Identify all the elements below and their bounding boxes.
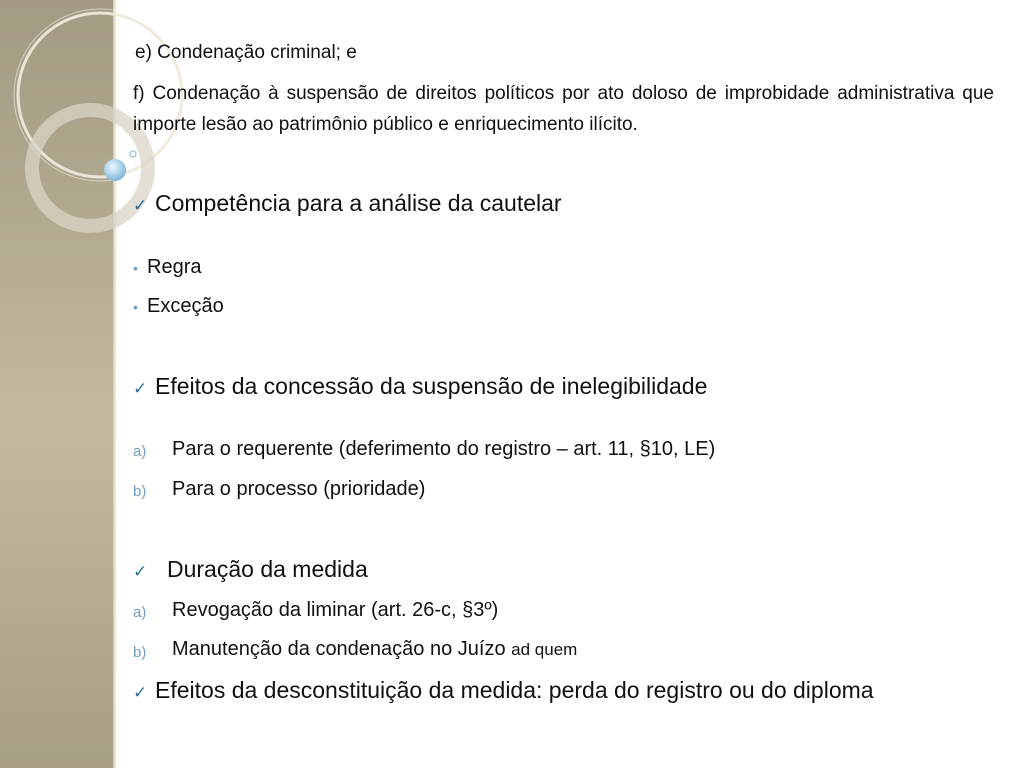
list-marker-b: b) [133, 644, 147, 661]
list-item-revogacao: Revogação da liminar (art. 26-c, §3º) [172, 599, 499, 621]
section-duracao [133, 556, 368, 583]
list-item-excecao [133, 295, 224, 318]
list-item-manutencao [172, 638, 577, 661]
list-marker-a: a) [133, 604, 147, 621]
item-f-paragraph: f) Condenação à suspensão de direitos políticos por ato doloso de improbidade administrativa que importe lesão ao patrimônio público e enriquecimento ilícito. [133, 83, 994, 135]
section-heading: Efeitos da concessão da suspensão de inelegibilidade [155, 373, 708, 399]
section-efeitos-desconstituicao [133, 677, 874, 704]
list-marker-b: b) [133, 483, 147, 500]
section-heading: Competência para a análise da cautelar [155, 190, 562, 216]
checkmark-icon: ✓ [133, 196, 148, 215]
section-competencia [133, 190, 562, 217]
latin-term: ad quem [511, 640, 578, 659]
section-heading: Efeitos da desconstituição da medida: perda do registro ou do diploma [155, 677, 874, 703]
checkmark-icon: ✓ [133, 379, 148, 398]
item-e-condenacao-criminal: e) Condenação criminal; e [135, 42, 357, 63]
list-item-text: Regra [147, 256, 202, 278]
list-item-processo: Para o processo (prioridade) [172, 478, 426, 500]
section-efeitos-concessao [133, 373, 707, 400]
checkmark-icon: ✓ [133, 683, 148, 702]
list-item-text: Manutenção da condenação no Juízo [172, 638, 506, 660]
bullet-icon: • [133, 299, 138, 315]
list-marker-a: a) [133, 443, 147, 460]
list-item-regra [133, 256, 201, 279]
bullet-icon: • [133, 260, 138, 276]
checkmark-icon: ✓ [133, 562, 148, 581]
list-item-text: Exceção [147, 295, 224, 317]
section-heading: Duração da medida [167, 556, 368, 582]
list-item-requerente: Para o requerente (deferimento do registro – art. 11, §10, LE) [172, 438, 716, 460]
